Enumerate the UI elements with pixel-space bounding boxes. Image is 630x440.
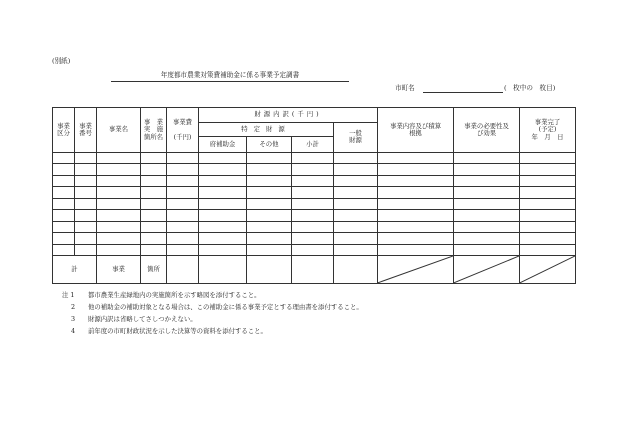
table-cell: [334, 210, 378, 222]
table-cell: [334, 187, 378, 199]
table-cell: [199, 187, 247, 199]
header-row-1: [53, 108, 576, 123]
table-cell: [292, 152, 334, 164]
table-cell: [454, 221, 520, 233]
table-cell: [53, 164, 75, 176]
table-cell: [247, 244, 292, 256]
table-cell: [167, 152, 199, 164]
table-cell: [167, 198, 199, 210]
table-cell: [53, 221, 75, 233]
table-cell: [75, 164, 97, 176]
table-cell: [75, 152, 97, 164]
table-cell: [141, 233, 167, 245]
table-cell: [199, 221, 247, 233]
table-cell: [97, 244, 141, 256]
table-cell: [378, 175, 454, 187]
header-tokutei-zaigen: 特定財源: [199, 122, 334, 136]
table-cell: [141, 175, 167, 187]
note-item: [62, 328, 582, 340]
total-diagonal-cell: [520, 256, 576, 284]
table-cell: [378, 164, 454, 176]
table-cell: [97, 175, 141, 187]
table-cell: [454, 244, 520, 256]
table-cell: [199, 210, 247, 222]
table-cell: [247, 198, 292, 210]
notes-section: [62, 292, 582, 340]
table-cell: [454, 198, 520, 210]
table-cell: [378, 221, 454, 233]
total-value-cell: [334, 256, 378, 284]
total-label: 計: [53, 256, 97, 284]
table-cell: [141, 244, 167, 256]
table-cell: [75, 233, 97, 245]
table-cell: [334, 175, 378, 187]
table-cell: [75, 221, 97, 233]
document-title: 年度都市農業対策費補助金に係る事業予定調書: [111, 72, 349, 82]
header-naiyo: 事業内容及び積算 根拠: [378, 108, 454, 153]
table-row: [53, 233, 576, 245]
header-fu-hojokin: 府補助金: [199, 136, 247, 152]
table-cell: [334, 164, 378, 176]
table-row: [53, 221, 576, 233]
table-cell: [334, 221, 378, 233]
sheet-count-label: ( 枚中の 枚目): [504, 84, 556, 92]
table-cell: [53, 198, 75, 210]
table-cell: [75, 187, 97, 199]
table-row: [53, 175, 576, 187]
table-cell: [454, 233, 520, 245]
table-cell: [292, 164, 334, 176]
table-cell: [75, 175, 97, 187]
table-cell: [247, 164, 292, 176]
table-cell: [97, 233, 141, 245]
total-value-cell: [292, 256, 334, 284]
note-text: 財源内訳は省略してさしつかえない。: [88, 315, 197, 323]
table-cell: [167, 233, 199, 245]
table-cell: [520, 187, 576, 199]
table-cell: [53, 244, 75, 256]
header-jisshi-kasho: 事 業 実 施 箇所名: [141, 108, 167, 153]
table-cell: [378, 198, 454, 210]
note-number: 注 1: [62, 291, 75, 299]
table-cell: [454, 175, 520, 187]
table-cell: [53, 175, 75, 187]
table-cell: [199, 175, 247, 187]
table-cell: [53, 187, 75, 199]
total-kasho: 箇所: [141, 256, 167, 284]
header-jigyo-kubun: 事業 区分: [53, 108, 75, 153]
table-cell: [199, 164, 247, 176]
table-cell: [334, 198, 378, 210]
total-jigyo: 事業: [97, 256, 141, 284]
total-row: [53, 256, 576, 284]
table-cell: [292, 187, 334, 199]
table-cell: [378, 152, 454, 164]
table-cell: [292, 233, 334, 245]
table-cell: [378, 233, 454, 245]
table-cell: [141, 187, 167, 199]
city-label: 市町名: [395, 84, 415, 92]
table-cell: [247, 152, 292, 164]
table-cell: [292, 198, 334, 210]
table-cell: [520, 221, 576, 233]
table-cell: [141, 164, 167, 176]
total-value-cell: [247, 256, 292, 284]
table-cell: [167, 221, 199, 233]
header-sonota: その他: [247, 136, 292, 152]
table-row: [53, 244, 576, 256]
total-diagonal-cell: [378, 256, 454, 284]
table-row: [53, 187, 576, 199]
note-text: 他の補助金の補助対象となる場合は、この補助金に係る事業予定とする理由書を添付すること。: [88, 303, 363, 311]
header-shokei: 小計: [292, 136, 334, 152]
table-cell: [141, 210, 167, 222]
table-cell: [53, 233, 75, 245]
table-cell: [454, 210, 520, 222]
table-cell: [520, 244, 576, 256]
table-cell: [97, 221, 141, 233]
table-cell: [454, 164, 520, 176]
table-cell: [199, 233, 247, 245]
header-jigyo-mei: 事業名: [97, 108, 141, 153]
table-cell: [141, 152, 167, 164]
note-number: 3: [71, 315, 76, 323]
header-ippan-zaigen: 一般 財源: [334, 122, 378, 152]
table-cell: [75, 244, 97, 256]
header-jigyo-bango: 事業 番号: [75, 108, 97, 153]
table-cell: [292, 221, 334, 233]
table-cell: [53, 152, 75, 164]
table-cell: [520, 175, 576, 187]
table-cell: [167, 175, 199, 187]
total-value-cell: [167, 256, 199, 284]
table-row: [53, 198, 576, 210]
table-cell: [247, 210, 292, 222]
note-number: 4: [71, 327, 76, 335]
note-number: 2: [71, 303, 76, 311]
note-text: 前年度の市町財政状況を示した決算等の資料を添付すること。: [88, 327, 267, 335]
table-cell: [292, 210, 334, 222]
table-cell: [97, 210, 141, 222]
table-cell: [292, 244, 334, 256]
table-cell: [334, 233, 378, 245]
table-cell: [199, 152, 247, 164]
table-cell: [520, 210, 576, 222]
table-cell: [378, 210, 454, 222]
table-cell: [378, 187, 454, 199]
table-cell: [167, 244, 199, 256]
table-row: [53, 210, 576, 222]
table-cell: [53, 210, 75, 222]
table-cell: [334, 244, 378, 256]
table-cell: [141, 198, 167, 210]
table-row: [53, 152, 576, 164]
attachment-label: (別紙): [52, 57, 71, 65]
table-cell: [75, 210, 97, 222]
header-zaigen-uchiwake: 財源内訳(千円): [199, 108, 378, 123]
table-row: [53, 164, 576, 176]
table-cell: [520, 198, 576, 210]
table-cell: [141, 221, 167, 233]
table-cell: [97, 198, 141, 210]
table-cell: [378, 244, 454, 256]
note-text: 都市農業生産緑地内の実施箇所を示す略図を添付すること。: [88, 291, 261, 299]
table-cell: [97, 164, 141, 176]
table-cell: [199, 244, 247, 256]
table-cell: [520, 164, 576, 176]
table-cell: [520, 152, 576, 164]
table-cell: [75, 198, 97, 210]
header-jigyohi: 事業費 (千円): [167, 108, 199, 153]
total-diagonal-cell: [454, 256, 520, 284]
city-name-underline: [423, 92, 503, 93]
table-cell: [454, 187, 520, 199]
table-cell: [97, 152, 141, 164]
table-cell: [454, 152, 520, 164]
table-cell: [247, 175, 292, 187]
table-cell: [167, 210, 199, 222]
table-cell: [97, 187, 141, 199]
table-cell: [334, 152, 378, 164]
table-cell: [199, 198, 247, 210]
table-cell: [292, 175, 334, 187]
table-cell: [247, 187, 292, 199]
total-value-cell: [199, 256, 247, 284]
table-cell: [247, 221, 292, 233]
table-cell: [520, 233, 576, 245]
table-cell: [167, 187, 199, 199]
header-kanryo: 事業完了 (予定) 年 月 日: [520, 108, 576, 153]
schedule-table: [52, 107, 576, 284]
table-cell: [167, 164, 199, 176]
header-hitsuyosei: 事業の必要性及 び効果: [454, 108, 520, 153]
table-cell: [247, 233, 292, 245]
